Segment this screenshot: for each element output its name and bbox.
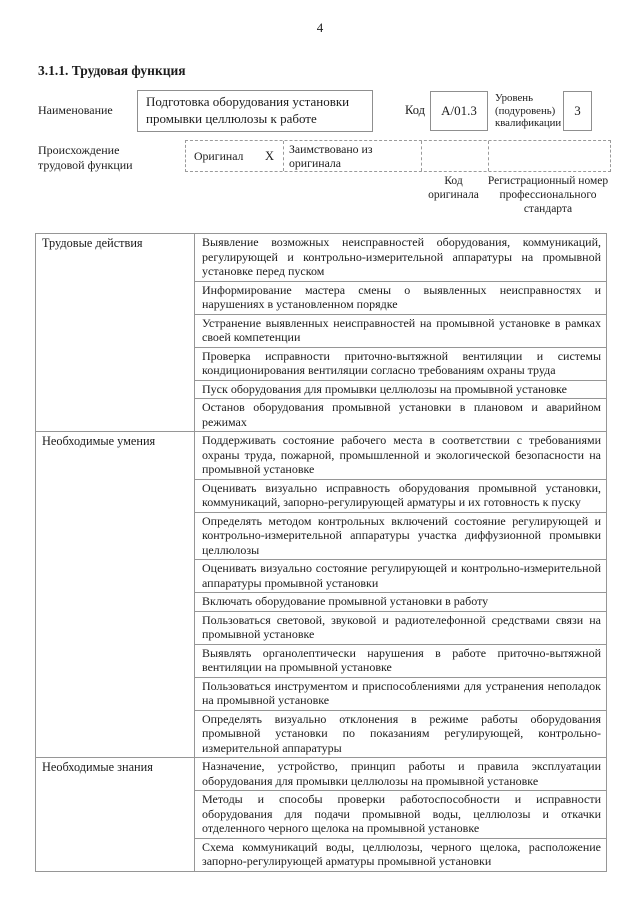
section-item-cell: Определять визуально отклонения в режиме работы оборудования промывной установки по показаниям регулирующей, контрольно-измерительной аппаратуры bbox=[195, 710, 607, 758]
origin-label: Происхождение трудовой функции bbox=[38, 143, 133, 172]
origin-original-cell: Оригинал bbox=[194, 148, 244, 163]
table-row bbox=[36, 758, 607, 791]
section-item-cell: Определять методом контрольных включений состояние регулирующей и контрольно-измерительной аппаратуры участка диффузионной промывки целлюлозы bbox=[195, 512, 607, 560]
origin-reg-caption: Регистрационный номер профессионального стандарта bbox=[487, 175, 609, 215]
table-row bbox=[36, 432, 607, 480]
origin-regnum-cell bbox=[488, 141, 610, 171]
section-item-cell: Пользоваться инструментом и приспособлениями для устранения неполадок на промывной установке bbox=[195, 677, 607, 710]
qualification-level-box: 3 bbox=[563, 91, 592, 131]
section-item-cell: Методы и способы проверки работоспособности и исправности оборудования для подачи промывной воды, целлюлозы и откачки отделенного черного щелока на промывной установке bbox=[195, 791, 607, 839]
section-item-cell: Проверка исправности приточно-вытяжной вентиляции и системы кондиционирования вентиляции согласно требованиям охраны труда bbox=[195, 347, 607, 380]
section-item-cell: Информирование мастера смены о выявленных неисправностях и нарушениях в установленном порядке bbox=[195, 281, 607, 314]
section-item-cell: Выявлять органолептически нарушения в работе приточно-вытяжной вентиляции на промывной установке bbox=[195, 644, 607, 677]
function-code-box: А/01.3 bbox=[430, 91, 488, 131]
function-name-box: Подготовка оборудования установки промывки целлюлозы к работе bbox=[137, 90, 373, 132]
origin-code-caption: Код оригинала bbox=[428, 175, 479, 201]
level-label: Уровень (подуровень) квалификации bbox=[494, 91, 562, 130]
origin-captions bbox=[185, 175, 609, 216]
section-item-cell: Включать оборудование промывной установки в работу bbox=[195, 593, 607, 612]
origin-cells bbox=[185, 140, 611, 172]
origin-code-cell bbox=[421, 141, 488, 171]
section-heading: 3.1.1. Трудовая функция bbox=[38, 63, 186, 78]
section-item-cell: Назначение, устройство, принцип работы и правила эксплуатации оборудования для промывки целлюлозы на промывной установке bbox=[195, 758, 607, 791]
section-item-cell: Пуск оборудования для промывки целлюлозы на промывной установке bbox=[195, 380, 607, 399]
name-label: Наименование bbox=[38, 103, 113, 118]
caption-spacer bbox=[185, 175, 420, 216]
section-title-cell: Необходимые умения bbox=[36, 432, 195, 758]
section-item-cell: Схема коммуникаций воды, целлюлозы, черного щелока, расположение запорно-регулирующей арматуры промывной установки bbox=[195, 838, 607, 871]
section-item-cell: Пользоваться световой, звуковой и радиотелефонной средствами связи на промывной установке bbox=[195, 611, 607, 644]
table-row bbox=[36, 234, 607, 282]
section-item-cell: Выявление возможных неисправностей оборудования, коммуникаций, регулирующей и контрольно-измерительной аппаратуры на промывной установке перед пуском bbox=[195, 234, 607, 282]
origin-borrowed-cell: Заимствовано из оригинала bbox=[283, 141, 421, 171]
section-item-cell: Поддерживать состояние рабочего места в соответствии с требованиями охраны труда, пожарной, промышленной и экологической безопасности на промывной установке bbox=[195, 432, 607, 480]
section-title-cell: Трудовые действия bbox=[36, 234, 195, 432]
function-name-row bbox=[38, 90, 607, 132]
page-number: 4 bbox=[316, 20, 324, 35]
section-item-cell: Устранение выявленных неисправностей на промывной установке в рамках своей компетенции bbox=[195, 314, 607, 347]
function-table-body bbox=[36, 234, 607, 872]
code-label: Код bbox=[405, 103, 425, 118]
section-item-cell: Оценивать визуально исправность оборудования промывной установки, коммуникаций, запорно-регулирующей арматуры и их готовность к пуску bbox=[195, 479, 607, 512]
section-item-cell: Останов оборудования промывной установки в плановом и аварийном режимах bbox=[195, 399, 607, 432]
labor-function-table bbox=[35, 233, 607, 872]
origin-original-mark: X bbox=[264, 148, 275, 163]
section-title-cell: Необходимые знания bbox=[36, 758, 195, 872]
section-item-cell: Оценивать визуально состояние регулирующей и контрольно-измерительной аппаратуры промывной установки bbox=[195, 560, 607, 593]
